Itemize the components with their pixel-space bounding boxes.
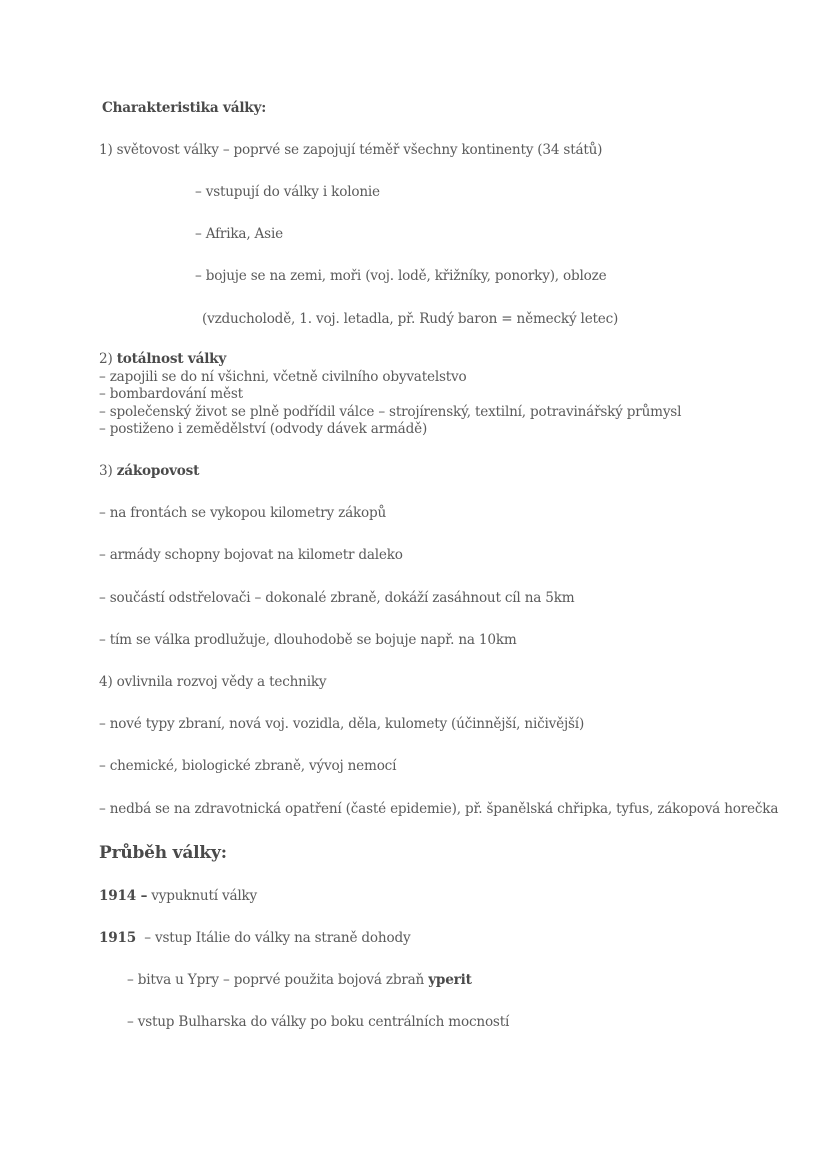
item2-sub: – bombardování měst	[99, 386, 243, 402]
item1-sub: (vzducholodě, 1. voj. letadla, př. Rudý baron = německý letec)	[202, 311, 619, 327]
timeline-text: – vstup Itálie do války na straně dohody	[136, 930, 411, 946]
item2-sub: – společenský život se plně podřídil válce – strojírenský, textilní, potravinářský průmysl	[99, 404, 682, 420]
item3-sub: – tím se válka prodlužuje, dlouhodobě se bojuje např. na 10km	[99, 632, 517, 648]
item4-sub: – chemické, biologické zbraně, vývoj nemocí	[99, 758, 397, 774]
timeline-year: 1914 –	[99, 888, 148, 904]
timeline-text: vypuknutí války	[147, 888, 258, 904]
item3-title-line	[99, 463, 199, 479]
item2-sub: – zapojili se do ní všichni, včetně civilního obyvatelstvo	[99, 369, 467, 385]
timeline-sub-bold: yperit	[428, 972, 472, 988]
item4-main: 4) ovlivnila rozvoj vědy a techniky	[99, 674, 327, 690]
item4-sub: – nové typy zbraní, nová voj. vozidla, děla, kulomety (účinnější, ničivější)	[99, 716, 585, 732]
item3-number: 3)	[99, 463, 117, 479]
item2-sub: – postiženo i zemědělství (odvody dávek armádě)	[99, 421, 428, 437]
heading-characteristics: Charakteristika války:	[102, 100, 267, 116]
item3-sub: – armády schopny bojovat na kilometr daleko	[99, 547, 403, 563]
item1-main: 1) světovost války – poprvé se zapojují téměř všechny kontinenty (34 států)	[99, 142, 603, 158]
item3-sub: – součástí odstřelovači – dokonalé zbraně, dokáží zasáhnout cíl na 5km	[99, 590, 575, 606]
item1-sub: – vstupují do války i kolonie	[195, 184, 380, 200]
item4-sub: – nedbá se na zdravotnická opatření (časté epidemie), př. španělská chřipka, tyfus, zákopová horečka	[99, 801, 779, 817]
item2-number: 2)	[99, 351, 117, 367]
timeline-year: 1915	[99, 930, 137, 946]
timeline-1915-sub	[127, 972, 472, 988]
item1-sub: – bojuje se na zemi, moři (voj. lodě, křižníky, ponorky), obloze	[195, 268, 607, 284]
timeline-1915-sub: – vstup Bulharska do války po boku centrálních mocností	[127, 1014, 510, 1030]
timeline-1915	[99, 930, 410, 946]
timeline-1914	[99, 888, 257, 904]
item3-sub: – na frontách se vykopou kilometry zákopů	[99, 505, 387, 521]
timeline-sub-text: – bitva u Ypry – poprvé použita bojová zbraň	[127, 972, 429, 988]
item2-title: totálnost války	[116, 351, 227, 367]
heading-course: Průběh války:	[99, 843, 227, 863]
item2-title-line	[99, 351, 226, 367]
item1-sub: – Afrika, Asie	[195, 226, 283, 242]
item3-title: zákopovost	[116, 463, 200, 479]
